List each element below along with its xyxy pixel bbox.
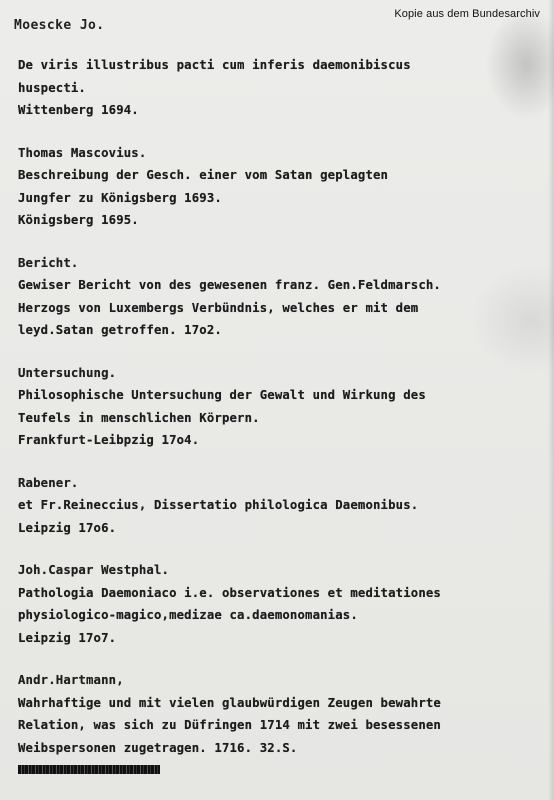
struck-out-text (18, 765, 160, 774)
bibliography-entry (18, 362, 548, 452)
page-heading: Moescke Jo. (14, 18, 105, 33)
entry-line: huspecti. (18, 80, 86, 95)
entry-line: Relation, was sich zu Düfringen 1714 mit zwei besessenen (18, 718, 441, 732)
entry-line: Gewiser Bericht von des gewesenen franz. Gen.Feldmarsch. (18, 278, 441, 292)
entry-line: physiologico-magico,medizae ca.daemonomanias. (18, 608, 358, 622)
entry-line: Leipzig 17o7. (18, 630, 117, 645)
bibliography-entry (18, 472, 548, 540)
entry-line: et Fr.Reineccius, Dissertatio philologica Daemonibus. (18, 498, 419, 512)
entry-line: Pathologia Daemoniaco i.e. observationes et meditationes (18, 585, 441, 600)
entry-line: Beschreibung der Gesch. einer vom Satan geplagten (18, 168, 389, 182)
entry-line: De viris illustribus pacti cum inferis daemonibiscus (18, 58, 411, 72)
entry-line: Jungfer zu Königsberg 1693. (18, 190, 222, 205)
bibliography-entry (18, 252, 548, 342)
entry-line: Wittenberg 1694. (18, 103, 139, 117)
entry-line: Frankfurt-Leibpzig 17o4. (18, 433, 200, 447)
entry-author: Andr.Hartmann, (18, 673, 124, 687)
entry-author: Bericht. (18, 255, 79, 270)
entry-line: Wahrhaftige und mit vielen glaubwürdigen Zeugen bewahrte (18, 695, 441, 710)
entry-line: Weibspersonen zugetragen. 1716. 32.S. (18, 740, 298, 755)
entry-line: Philosophische Untersuchung der Gewalt und Wirkung des (18, 388, 426, 402)
bibliography-entry (18, 54, 548, 122)
archive-stamp: Kopie aus dem Bundesarchiv (394, 8, 540, 20)
entry-line: Leipzig 17o6. (18, 520, 117, 535)
bibliography-entry (18, 142, 548, 232)
bibliography-list (18, 54, 548, 798)
entry-author: Joh.Caspar Westphal. (18, 563, 170, 577)
entry-line: leyd.Satan getroffen. 17o2. (18, 323, 222, 337)
bibliography-entry (18, 669, 548, 778)
page-edge-shadow (548, 0, 554, 800)
entry-author: Rabener. (18, 475, 79, 490)
entry-author: Untersuchung. (18, 365, 117, 380)
entry-line: Herzogs von Luxembergs Verbündnis, welches er mit dem (18, 300, 419, 315)
entry-author: Thomas Mascovius. (18, 145, 147, 160)
entry-line: Teufels in menschlichen Körpern. (18, 410, 260, 425)
bibliography-entry (18, 559, 548, 649)
entry-line: Königsberg 1695. (18, 213, 139, 227)
